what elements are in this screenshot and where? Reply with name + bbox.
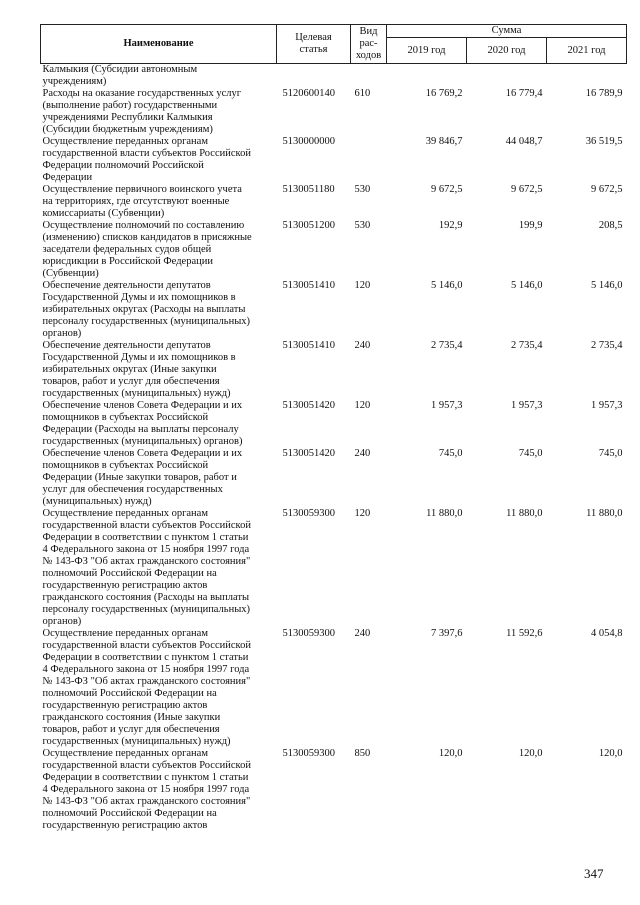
cell-type	[351, 64, 387, 89]
table-row	[41, 280, 627, 340]
table-row	[41, 184, 627, 220]
cell-v2020: 2 735,4	[511, 340, 543, 351]
cell-type: 240	[354, 628, 371, 639]
cell-name: Обеспечение деятельности депутатов Государственной Думы и их помощников в избирательных округах (Расходы на выплаты персоналу государственных (муниципальных) органов)	[42, 280, 251, 339]
header-code: Целевая статья	[277, 25, 351, 64]
cell-v2020: 5 146,0	[511, 280, 543, 291]
cell-v2020: 44 048,7	[505, 136, 543, 147]
cell-v2021: 9 672,5	[591, 184, 623, 195]
cell-type: 850	[354, 748, 371, 759]
header-sum: Сумма	[387, 25, 627, 38]
header-2019: 2019 год	[387, 38, 467, 64]
cell-name: Обеспечение членов Совета Федерации и их помощников в субъектах Российской Федерации (Иные закупки товаров, работ и услуг для обеспечения государственных (муниципальных) нужд)	[42, 448, 243, 507]
table-row	[41, 220, 627, 280]
budget-table	[40, 24, 627, 832]
cell-v2021: 745,0	[598, 448, 623, 459]
cell-name: Осуществление первичного воинского учета на территориях, где отсутствуют военные комиссариаты (Субвенции)	[42, 184, 242, 219]
cell-v2021: 5 146,0	[591, 280, 623, 291]
cell-code: 5130059300	[282, 508, 335, 519]
cell-v2020: 11 880,0	[506, 508, 543, 519]
cell-v2021: 208,5	[598, 220, 623, 231]
cell-v2021: 120,0	[598, 748, 623, 759]
cell-type: 120	[354, 280, 371, 291]
table-row	[41, 64, 627, 89]
header-2020: 2020 год	[467, 38, 547, 64]
cell-code: 5130051200	[282, 220, 335, 231]
cell-v2020: 16 779,4	[505, 88, 543, 99]
header-name: Наименование	[41, 25, 277, 64]
cell-v2021	[547, 64, 627, 89]
cell-type: 610	[354, 88, 371, 99]
cell-code	[277, 64, 351, 89]
cell-v2019: 192,9	[438, 220, 463, 231]
cell-v2021: 36 519,5	[585, 136, 623, 147]
cell-code: 5120600140	[282, 88, 335, 99]
cell-type	[351, 136, 387, 184]
cell-v2019: 2 735,4	[431, 340, 463, 351]
cell-v2019: 120,0	[438, 748, 463, 759]
cell-name: Обеспечение членов Совета Федерации и их помощников в субъектах Российской Федерации (Расходы на выплаты персоналу государственных (муниципальных) органов)	[42, 400, 243, 447]
table-header	[41, 25, 627, 64]
header-type: Вид рас- ходов	[351, 25, 387, 64]
table-body	[41, 64, 627, 833]
cell-v2020: 9 672,5	[511, 184, 543, 195]
table-row	[41, 748, 627, 832]
cell-code: 5130059300	[282, 628, 335, 639]
cell-name: Обеспечение деятельности депутатов Государственной Думы и их помощников в избирательных округах (Иные закупки товаров, работ и услуг для обеспечения государственных (муниципальных) нужд)	[42, 340, 236, 399]
cell-name: Калмыкия (Субсидии автономным учреждениям)	[42, 64, 198, 87]
cell-v2020: 199,9	[518, 220, 543, 231]
cell-name: Осуществление переданных органам государственной власти субъектов Российской Федерации полномочий Российской Федерации	[42, 136, 251, 183]
cell-v2020: 11 592,6	[506, 628, 543, 639]
cell-v2019	[387, 64, 467, 89]
page-number: 347	[584, 866, 604, 881]
cell-name: Осуществление переданных органам государственной власти субъектов Российской Федерации в соответствии с пунктом 1 статьи 4 Федерального закона от 15 ноября 1997 года № 143-ФЗ "Об актах гражданского состояния" полномочий Российской Федерации на государственную регистрацию актов	[42, 748, 251, 831]
cell-type: 240	[354, 340, 371, 351]
cell-v2021: 2 735,4	[591, 340, 623, 351]
cell-v2020: 1 957,3	[511, 400, 543, 411]
cell-v2021: 16 789,9	[585, 88, 623, 99]
cell-name: Расходы на оказание государственных услуг (выполнение работ) государственными учреждениями Республики Калмыкия (Субсидии бюджетным учреждениям)	[42, 88, 242, 135]
cell-v2021: 1 957,3	[591, 400, 623, 411]
table-row	[41, 340, 627, 400]
cell-type: 530	[354, 184, 371, 195]
header-2021: 2021 год	[547, 38, 627, 64]
cell-v2019: 9 672,5	[431, 184, 463, 195]
cell-type: 240	[354, 448, 371, 459]
cell-name: Осуществление переданных органам государственной власти субъектов Российской Федерации в соответствии с пунктом 1 статьи 4 Федерального закона от 15 ноября 1997 года № 143-ФЗ "Об актах гражданского состояния" полномочий Российской Федерации на государственную регистрацию актов гражданского состояния (Расходы на выплаты персоналу государственных (муниципальных) органов)	[42, 508, 251, 627]
cell-name: Осуществление переданных органам государственной власти субъектов Российской Федерации в соответствии с пунктом 1 статьи 4 Федерального закона от 15 ноября 1997 года № 143-ФЗ "Об актах гражданского состояния" полномочий Российской Федерации на государственную регистрацию актов гражданского состояния (Иные закупки товаров, работ и услуг для обеспечения государственных (муниципальных) нужд)	[42, 628, 251, 747]
cell-code: 5130000000	[282, 136, 335, 147]
cell-v2021: 4 054,8	[591, 628, 623, 639]
cell-v2019: 39 846,7	[425, 136, 463, 147]
cell-code: 5130051420	[282, 448, 335, 459]
table-row	[41, 508, 627, 628]
table-row	[41, 400, 627, 448]
cell-v2020	[467, 64, 547, 89]
cell-v2019: 11 880,0	[426, 508, 463, 519]
cell-v2020: 120,0	[518, 748, 543, 759]
cell-v2020: 745,0	[518, 448, 543, 459]
cell-code: 5130051410	[282, 280, 335, 291]
cell-name: Осуществление полномочий по составлению (изменению) списков кандидатов в присяжные заседатели федеральных судов общей юрисдикции в Российской Федерации (Субвенции)	[42, 220, 252, 279]
cell-v2019: 7 397,6	[431, 628, 463, 639]
cell-code: 5130051420	[282, 400, 335, 411]
cell-type: 120	[354, 400, 371, 411]
cell-v2019: 5 146,0	[431, 280, 463, 291]
cell-v2019: 16 769,2	[425, 88, 463, 99]
cell-type: 530	[354, 220, 371, 231]
cell-v2019: 1 957,3	[431, 400, 463, 411]
cell-code: 5130059300	[282, 748, 335, 759]
cell-v2021: 11 880,0	[586, 508, 623, 519]
table-row	[41, 628, 627, 748]
cell-code: 5130051180	[282, 184, 335, 195]
cell-type: 120	[354, 508, 371, 519]
table-row	[41, 88, 627, 136]
cell-v2019: 745,0	[438, 448, 463, 459]
table-row	[41, 448, 627, 508]
table-row	[41, 136, 627, 184]
cell-code: 5130051410	[282, 340, 335, 351]
